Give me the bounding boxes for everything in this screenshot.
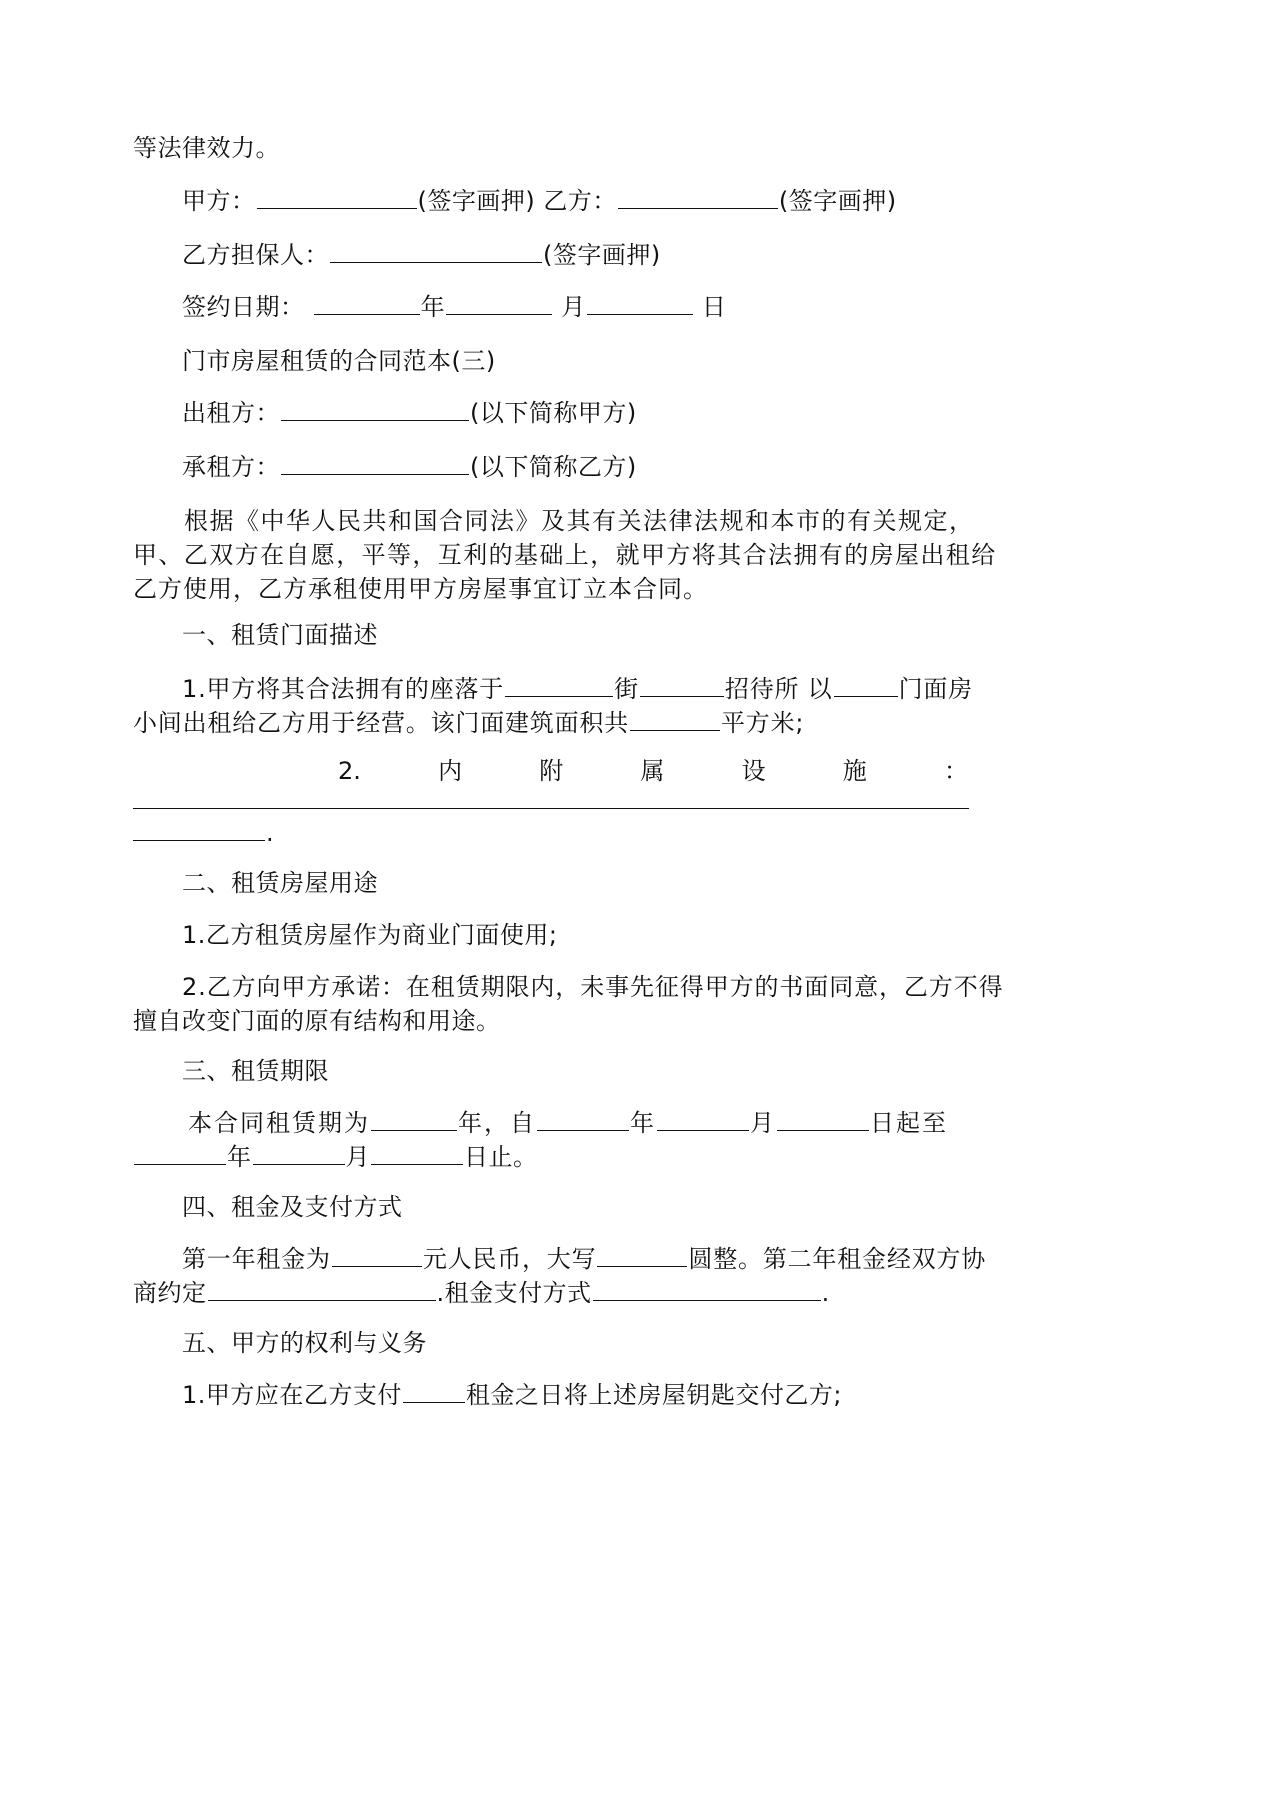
document-title: 门市房屋租赁的合同范本(三) [182, 347, 496, 375]
payment-method-blank[interactable] [593, 1278, 821, 1301]
section-5-heading: 五、甲方的权利与义务 [182, 1329, 427, 1357]
text: 年 [630, 1109, 656, 1137]
text: 街 [614, 675, 639, 703]
second-year-rent-blank[interactable] [208, 1278, 436, 1301]
storefront-count-blank[interactable] [834, 674, 898, 697]
section-1-item-1-line-1 [182, 674, 973, 704]
party-a-label: 甲方： [182, 187, 256, 215]
text: 1.甲方应在乙方支付 [182, 1381, 402, 1409]
intro-paragraph-line-3: 乙方使用，乙方承租使用甲方房屋事宜订立本合同。 [133, 575, 708, 603]
lessee-name-blank[interactable] [281, 452, 469, 475]
lessee-line [182, 452, 637, 482]
month-label: 月 [561, 293, 586, 321]
end-month-blank[interactable] [253, 1142, 345, 1165]
facilities-end: . [266, 819, 275, 847]
party-a-sign-note: (签字画押) [417, 187, 536, 215]
text: 商约定 [133, 1279, 207, 1307]
paragraph-end: 等法律效力。 [133, 134, 280, 162]
section-2-heading: 二、租赁房屋用途 [182, 869, 378, 897]
start-year-blank[interactable] [537, 1108, 629, 1131]
text: 门面房 [898, 675, 973, 703]
street-blank[interactable] [505, 674, 613, 697]
date-label: 签约日期： [182, 293, 305, 321]
date-day-blank[interactable] [587, 292, 693, 315]
lessor-line [182, 398, 637, 428]
section-3-line-1 [188, 1108, 948, 1138]
section-4-line-1 [182, 1244, 986, 1274]
rent-in-words-blank[interactable] [597, 1244, 687, 1267]
section-1-item-1-line-2 [133, 708, 804, 738]
end-year-blank[interactable] [134, 1142, 226, 1165]
party-b-label: 乙方： [543, 187, 617, 215]
section-3-heading: 三、租赁期限 [182, 1057, 329, 1085]
section-1-heading: 一、租赁门面描述 [182, 621, 378, 649]
text: 月 [750, 1109, 776, 1137]
facilities-blank-line-1[interactable] [133, 808, 969, 809]
guarantor-signature-blank[interactable] [330, 240, 542, 263]
text: 月 [345, 1143, 370, 1171]
start-day-blank[interactable] [777, 1108, 869, 1131]
date-year-blank[interactable] [314, 292, 420, 315]
text: 租金之日将上述房屋钥匙交付乙方; [465, 1381, 842, 1409]
section-2-item-2-line-2: 擅自改变门面的原有结构和用途。 [133, 1007, 501, 1035]
text: 属 [640, 757, 665, 785]
rent-period-blank[interactable] [403, 1380, 465, 1403]
section-5-item-1 [182, 1380, 842, 1410]
facilities-blank-line-2[interactable] [133, 840, 265, 841]
text: 平方米; [721, 709, 805, 737]
lessee-label: 承租方： [182, 453, 280, 481]
year-label: 年 [420, 293, 446, 321]
party-a-signature-blank[interactable] [257, 186, 417, 209]
guarantor-sign-note: (签字画押) [543, 241, 661, 269]
lessor-note: (以下简称甲方) [470, 399, 637, 427]
day-label: 日 [701, 293, 727, 321]
text: 日止。 [464, 1143, 538, 1171]
section-4-line-2 [133, 1278, 830, 1308]
text: 第一年租金为 [182, 1245, 331, 1273]
date-month-blank[interactable] [446, 292, 552, 315]
end-day-blank[interactable] [371, 1142, 463, 1165]
text: 圆整。第二年租金经双方协 [688, 1245, 987, 1273]
text: 招待所 以 [724, 675, 833, 703]
guarantor-line [182, 240, 661, 270]
text: 施 [842, 757, 867, 785]
text: 小间出租给乙方用于经营。该门面建筑面积共 [133, 709, 629, 737]
text: ： [943, 757, 968, 785]
signature-line [182, 186, 897, 216]
lessee-note: (以下简称乙方) [470, 453, 637, 481]
area-blank[interactable] [630, 708, 720, 731]
term-years-blank[interactable] [371, 1108, 457, 1131]
intro-paragraph-line-1: 根据《中华人民共和国合同法》及其有关法律法规和本市的有关规定， [184, 507, 975, 535]
text: . [821, 1279, 830, 1307]
guarantor-label: 乙方担保人： [182, 241, 329, 269]
text: 元人民币，大写 [422, 1245, 597, 1273]
first-year-rent-blank[interactable] [332, 1244, 422, 1267]
text: 2. [338, 757, 361, 785]
lessor-label: 出租方： [182, 399, 280, 427]
text: 设 [741, 757, 766, 785]
text: 附 [539, 757, 564, 785]
text: .租金支付方式 [436, 1279, 592, 1307]
signing-date-line [182, 292, 726, 322]
building-blank[interactable] [640, 674, 724, 697]
party-b-signature-blank[interactable] [618, 186, 778, 209]
section-4-heading: 四、租金及支付方式 [182, 1193, 403, 1221]
text: 内 [438, 757, 463, 785]
section-3-line-2 [133, 1142, 538, 1172]
text: 1.甲方将其合法拥有的座落于 [182, 675, 505, 703]
party-b-sign-note: (签字画押) [778, 187, 897, 215]
text: 年 [227, 1143, 252, 1171]
text: 日起至 [870, 1109, 948, 1137]
start-month-blank[interactable] [657, 1108, 749, 1131]
intro-paragraph-line-2: 甲、乙双方在自愿，平等，互利的基础上，就甲方将其合法拥有的房屋出租给 [133, 541, 997, 569]
section-2-item-1: 1.乙方租赁房屋作为商业门面使用; [182, 921, 558, 949]
text: 本合同租赁期为 [188, 1109, 370, 1137]
lessor-name-blank[interactable] [281, 398, 469, 421]
text: 年，自 [458, 1109, 536, 1137]
section-1-item-2-label [338, 756, 968, 786]
section-2-item-2-line-1: 2.乙方向甲方承诺：在租赁期限内，未事先征得甲方的书面同意，乙方不得 [182, 973, 1004, 1001]
